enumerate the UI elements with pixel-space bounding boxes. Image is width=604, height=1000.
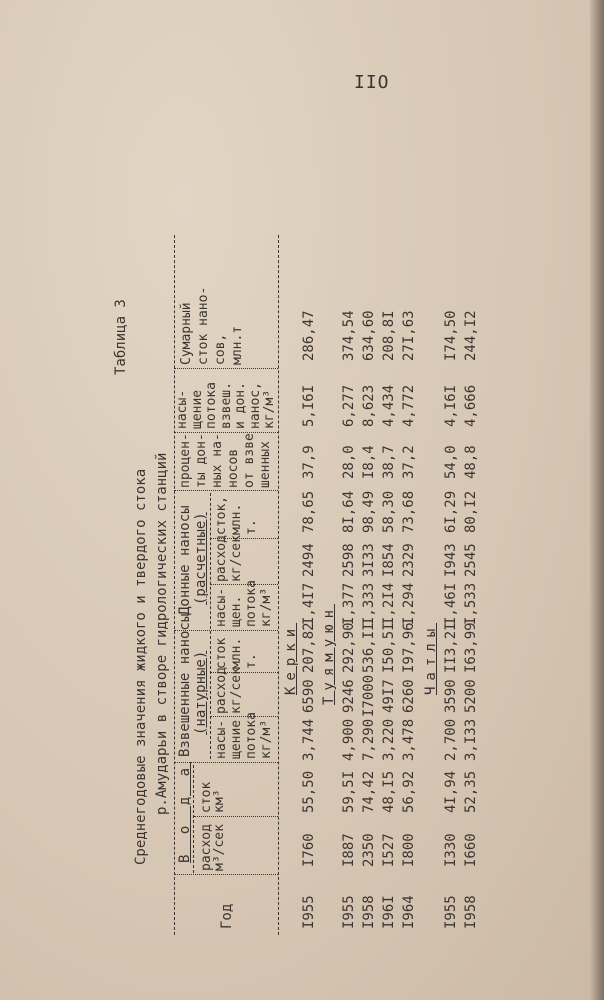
cell-total-saturation: 4,I6I (443, 384, 459, 427)
cell-percent: 54,0 (443, 445, 459, 479)
cell-bed-rate: 2598 (341, 543, 357, 577)
cell-bed-rate: 2494 (301, 543, 317, 577)
page-edge-shadow (590, 0, 604, 1000)
cell-total-saturation: 4,772 (401, 384, 417, 427)
cell-total-sum: 27I,63 (401, 310, 417, 361)
cell-bed-rate: 3I33 (361, 543, 377, 577)
cell-bed-flow: 8I,64 (341, 490, 357, 533)
cell-water-flow: 56,92 (401, 770, 417, 813)
cell-susp-saturation: 4,900 (341, 718, 357, 761)
header-bed: Донные наносы (177, 505, 193, 615)
header-total-sum: Сумарный сток нано- сов, млн.т (179, 286, 245, 365)
cell-susp-rate: 3590 (443, 679, 459, 713)
header-susp-saturation: насы- щение потока кг/м³ (214, 712, 274, 759)
cell-susp-saturation: 3,744 (301, 718, 317, 761)
header-year: Год (219, 903, 235, 929)
table-title-line-2: р.Амударьи в створе гидрологических станций (154, 452, 170, 815)
cell-water-rate: I800 (401, 833, 417, 867)
cell-total-saturation: 4,666 (463, 384, 479, 427)
cell-susp-flow: I97,96 (401, 622, 417, 673)
cell-total-sum: 286,47 (301, 310, 317, 361)
cell-year: I955 (443, 895, 459, 929)
page-number: IIO (354, 72, 390, 93)
cell-susp-saturation: 2,700 (443, 718, 459, 761)
station-name: Чатлы (423, 622, 439, 695)
header-water-rate: расход м³/сек (199, 824, 227, 871)
suspended-group-rule (210, 631, 211, 759)
cell-year: I955 (301, 895, 317, 929)
header-suspended-sub: (натурные) (193, 650, 209, 735)
header-total-saturation: насы- щение потока взвеш. и дон. нанос, кг/м³ (175, 382, 277, 429)
cell-susp-rate: 49I7 (381, 679, 397, 713)
cell-total-saturation: 8,623 (361, 384, 377, 427)
water-group-rule (193, 765, 194, 873)
cell-susp-rate: I7000 (361, 674, 377, 717)
cell-susp-saturation: 3,I33 (463, 718, 479, 761)
cell-percent: 28,0 (341, 445, 357, 479)
cell-susp-flow: 536,II (361, 622, 377, 673)
header-susp-rate: расход кг/сек (214, 667, 244, 714)
cell-year: I96I (381, 895, 397, 929)
cell-total-sum: 634,60 (361, 310, 377, 361)
cell-bed-saturation: I,4I7 (301, 582, 317, 625)
cell-susp-rate: 9246 (341, 679, 357, 713)
col-divider (174, 368, 278, 369)
cell-bed-flow: 58,30 (381, 490, 397, 533)
cell-susp-rate: 5200 (463, 679, 479, 713)
cell-bed-flow: 98,49 (361, 490, 377, 533)
cell-susp-saturation: 3,478 (401, 718, 417, 761)
cell-water-rate: I887 (341, 833, 357, 867)
cell-susp-saturation: 7,290 (361, 718, 377, 761)
cell-percent: 37,2 (401, 445, 417, 479)
cell-water-flow: 74,42 (361, 770, 377, 813)
cell-susp-rate: 6260 (401, 679, 417, 713)
cell-water-rate: I660 (463, 833, 479, 867)
cell-percent: 37,9 (301, 445, 317, 479)
cell-water-flow: 48,I5 (381, 770, 397, 813)
cell-susp-flow: 207,82 (301, 622, 317, 673)
cell-year: I964 (401, 895, 417, 929)
bed-group-rule (210, 493, 211, 629)
header-bed-saturation: насы- щен. потока кг/м³ (214, 580, 274, 627)
cell-total-sum: 208,8I (381, 310, 397, 361)
rotated-table-block (110, 235, 490, 935)
cell-total-sum: 374,54 (341, 310, 357, 361)
header-bed-rate: расход кг/сек (214, 535, 244, 582)
cell-bed-flow: 73,68 (401, 490, 417, 533)
col-divider (194, 816, 278, 817)
cell-total-sum: 244,I2 (463, 310, 479, 361)
header-bed-flow: сток, млн. т. (214, 495, 259, 535)
cell-bed-rate: 2545 (463, 543, 479, 577)
col-divider (174, 490, 278, 491)
cell-bed-rate: 2329 (401, 543, 417, 577)
cell-percent: I8,4 (361, 445, 377, 479)
cell-susp-flow: II3,2I (443, 622, 459, 673)
cell-bed-flow: 78,65 (301, 490, 317, 533)
station-name: Туямуюн (321, 603, 337, 705)
cell-year: I958 (361, 895, 377, 929)
cell-bed-flow: 80,I2 (463, 490, 479, 533)
header-bottom-rule (278, 235, 279, 935)
cell-total-saturation: 4,434 (381, 384, 397, 427)
cell-year: I955 (341, 895, 357, 929)
cell-percent: 48,8 (463, 445, 479, 479)
cell-water-rate: I760 (301, 833, 317, 867)
cell-water-rate: I527 (381, 833, 397, 867)
cell-bed-saturation: I,46I (443, 582, 459, 625)
cell-water-flow: 4I,94 (443, 770, 459, 813)
cell-susp-flow: I50,5I (381, 622, 397, 673)
cell-bed-saturation: I,294 (401, 582, 417, 625)
header-susp-flow: сток млн. т. (214, 637, 259, 669)
cell-water-flow: 59,5I (341, 770, 357, 813)
cell-bed-saturation: I,2I4 (381, 582, 397, 625)
cell-water-rate: 2350 (361, 833, 377, 867)
cell-bed-saturation: I,333 (361, 582, 377, 625)
cell-susp-rate: 6590 (301, 679, 317, 713)
header-water: В о д а (177, 761, 193, 863)
col-divider (174, 874, 278, 875)
station-name: Керки (283, 622, 299, 695)
cell-total-saturation: 6,277 (341, 384, 357, 427)
cell-susp-saturation: 3,220 (381, 718, 397, 761)
cell-total-sum: I74,50 (443, 310, 459, 361)
cell-water-rate: I330 (443, 833, 459, 867)
cell-bed-saturation: I,377 (341, 582, 357, 625)
cell-bed-saturation: I,533 (463, 582, 479, 625)
cell-percent: 38,7 (381, 445, 397, 479)
table-label: Таблица 3 (113, 299, 129, 375)
header-water-flow: сток км³ (199, 781, 227, 813)
cell-water-flow: 52,35 (463, 770, 479, 813)
table-title-line-1: Среднегодовые значения жидкого и твердого стока (133, 468, 149, 865)
header-percent-bed: процен- ты дон- ных на- носов от взве шенных (178, 433, 273, 488)
header-top-rule (174, 235, 175, 935)
header-suspended: Взвешенные наносы (177, 613, 193, 757)
cell-bed-rate: I943 (443, 543, 459, 577)
cell-total-saturation: 5,I6I (301, 384, 317, 427)
cell-year: I958 (463, 895, 479, 929)
cell-susp-flow: 292,90 (341, 622, 357, 673)
cell-bed-rate: I854 (381, 543, 397, 577)
header-bed-sub: (расчетные) (193, 512, 209, 605)
cell-susp-flow: I63,99 (463, 622, 479, 673)
cell-bed-flow: 6I,29 (443, 490, 459, 533)
cell-water-flow: 55,50 (301, 770, 317, 813)
